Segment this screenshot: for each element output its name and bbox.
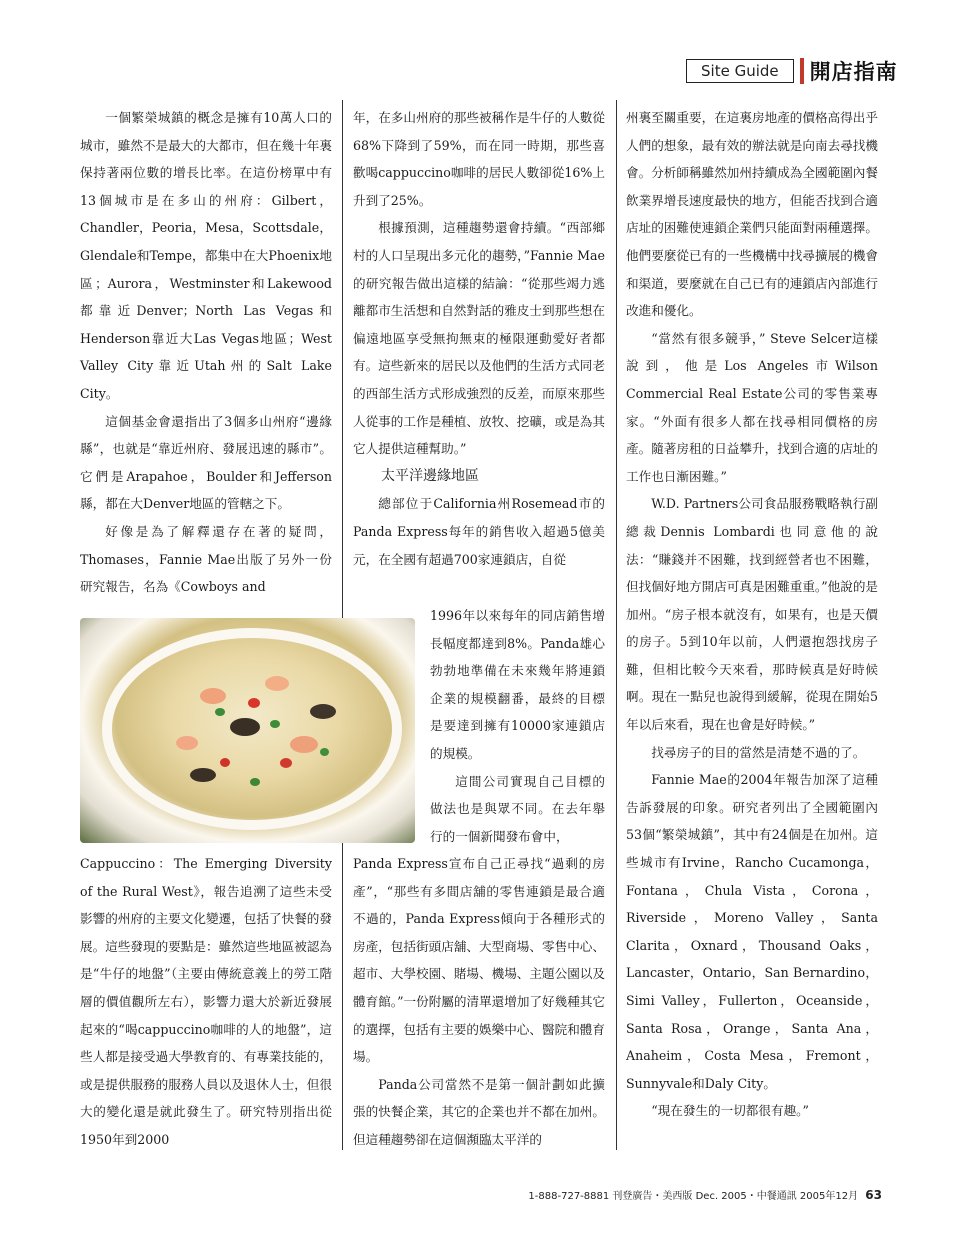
section-title: 開店指南 — [809, 60, 898, 84]
column-1-bottom — [80, 850, 332, 1154]
paragraph: Cappuccino：The Emerging Diversity of the Rural West》，報告追溯了這些未受影響的州府的主要文化變遷，包括了快餐的發展。這些發現的要點是：雖然這些地區被認為是“牛仔的地盤”（主要由傳統意義上的勞工階層的價值觀所左右），影響力還大於新近發展起來的“喝cappuccino咖啡的人的地盤”，這些人都是接受過大學教育的、有專業技能的，或是提供服務的服務人員以及退休人士，但很大的變化還是就此發生了。研究特別指出從1950年到2000 — [80, 856, 332, 1147]
food-photo — [80, 618, 415, 843]
column-rule-2 — [616, 100, 617, 1150]
pepper — [248, 698, 260, 708]
column-2-top — [353, 104, 605, 573]
herb — [215, 708, 225, 716]
paragraph: 這間公司實現自己目標的做法也是與眾不同。在去年舉行的一個新聞發布會中， — [430, 773, 605, 844]
column-1-top — [80, 104, 332, 601]
paragraph: 這個基金會還指出了3個多山州府“邊緣縣”，也就是“靠近州府、發展迅速的縣市”。它們是Arapahoe，Boulder和Jefferson縣，都在大Denver地區的管轄之下。 — [80, 413, 332, 512]
paragraph: “當然有很多競爭，” Steve Selcer這樣說到，他是Los Angeles市Wilson Commercial Real Estate公司的零售業專家。“外面有很多人都在找尋相同價格的房產。隨著房租的日益攀升，找到合適的店址的工作也日漸困難。” — [626, 330, 878, 484]
section-header — [686, 58, 898, 84]
mussel — [190, 768, 216, 782]
paragraph: 州裏至關重要，在這裏房地產的價格高得出乎人們的想象，最有效的辦法就是向南去尋找機會。分析師稱雖然加州持續成為全國範圍內餐飲業界增長速度最快的地方，但能否找到合適店址的困難使連鎖企業們只能面對兩種選擇。他們要麼從已有的一些機構中找尋擴展的機會和渠道，要麼就在自己已有的連鎖店內部進行改進和優化。 — [626, 110, 878, 319]
header-divider — [800, 58, 804, 84]
pepper — [220, 758, 230, 767]
shrimp — [176, 736, 198, 750]
paragraph: Panda公司當然不是第一個計劃如此擴張的快餐企業，其它的企業也并不都在加州。但這種趨勢卻在這個瀕臨太平洋的 — [353, 1076, 605, 1147]
herb — [270, 720, 280, 728]
paragraph: 一個繁榮城鎮的概念是擁有10萬人口的城市，雖然不是最大的大都市，但在幾十年裏保持著兩位數的增長比率。在這份榜單中有13個城市是在多山的州府：Gilbert，Chandler，Peoria，Mesa，Scottsdale，Glendale和Tempe，都集中在大Phoenix地區；Aurora，Westminster和Lakewood都靠近Denver；North Las Vegas和Henderson靠近大Las Vegas地區；West Valley City靠近Utah州的Salt Lake City。 — [80, 110, 332, 401]
shrimp — [265, 676, 289, 691]
shrimp — [290, 736, 318, 753]
pepper — [280, 758, 292, 768]
paragraph: 好像是為了解釋還存在著的疑問，Thomases，Fannie Mae出版了另外一份研究報告，名為《Cowboys and — [80, 523, 332, 595]
paragraph: 找尋房子的目的當然是清楚不過的了。 — [651, 744, 866, 760]
paragraph: 總部位于California州Rosemead市的Panda Express每年的銷售收入超過5億美元，在全國有超過700家連鎖店，自從 — [353, 496, 605, 567]
shrimp — [200, 688, 226, 704]
column-2-bottom — [353, 850, 605, 1154]
column-2-wrap — [430, 602, 605, 850]
paragraph: Panda Express宣布自己正尋找“過剩的房產”，“那些有多間店舖的零售連鎖是最合適不過的，Panda Express傾向于各種形式的房產，包括街頭店舖、大型商場、零售中心、超市、大學校園、賭場、機場、主題公園以及體育館。”一份附屬的清單還增加了好幾種其它的選擇，包括有主要的娛樂中心、醫院和體育場。 — [353, 856, 606, 1065]
footer-text: 1-888-727-8881 刊登廣告・美西版 Dec. 2005・中餐通訊 2005年12月 — [528, 1191, 859, 1202]
section-label: Site Guide — [686, 59, 794, 83]
column-3 — [626, 104, 878, 1125]
paragraph: Fannie Mae的2004年報告加深了這種告訴發展的印象。研究者列出了全國範圍內53個“繁榮城鎮”，其中有24個是在加州。這些城市有Irvine，Rancho Cucamonga，Fontana，Chula Vista，Corona，Riverside，Moreno Valley，Santa Clarita，Oxnard，Thousand Oaks，Lancaster，Ontario，San Bernardino，Simi Valley，Fullerton，Oceanside，Santa Rosa，Orange，Santa Ana，Anaheim，Costa Mesa，Fremont，Sunnyvale和Daly City。 — [626, 772, 878, 1091]
herb — [250, 778, 260, 786]
mussel — [310, 704, 336, 719]
subheading: 太平洋邊緣地區 — [381, 467, 479, 484]
paragraph: 根據預測，這種趨勢還會持續。“西部鄉村的人口呈現出多元化的趨勢，”Fannie Mae的研究報告做出這樣的結論：“從那些竭力逃離都市生活想和自然對話的雅皮士到那些想在偏遠地區享受無拘無束的極限運動愛好者都有。這些新來的居民以及他們的生活方式同老的西部生活方式形成強烈的反差，而原來那些人從事的工作是種植、放牧、挖礦，或是為其它人提供這種幫助。” — [353, 220, 605, 457]
paragraph: W.D. Partners公司食品服務戰略執行副總裁Dennis Lombardi也同意他的說法：“賺錢并不困難，找到經營者也不困難，但找個好地方開店可真是困難重重。”他說的是加州。“房子根本就沒有，如果有，也是天價的房子。5到10年以前，人們還抱怨找房子難，但相比較今天來看，那時候真是好時候啊。現在一點兒也說得到緩解，從現在開始5年以后來看，現在也會是好時候。” — [626, 496, 879, 733]
paragraph: 年，在多山州府的那些被稱作是牛仔的人數從68%下降到了59%，而在同一時期，那些喜歡喝cappuccino咖啡的居民人數卻從16%上升到了25%。 — [353, 110, 605, 208]
paragraph: “現在發生的一切都很有趣。” — [651, 1103, 809, 1119]
paragraph: 1996年以來每年的同店銷售增長幅度都達到8%。Panda雄心勃勃地準備在未來幾年將連鎖企業的規模翻番，最終的目標是要達到擁有10000家連鎖店的規模。 — [430, 608, 605, 761]
page-number: 63 — [865, 1188, 882, 1202]
page-footer — [528, 1187, 882, 1202]
herb — [320, 748, 329, 756]
mussel — [230, 718, 260, 736]
